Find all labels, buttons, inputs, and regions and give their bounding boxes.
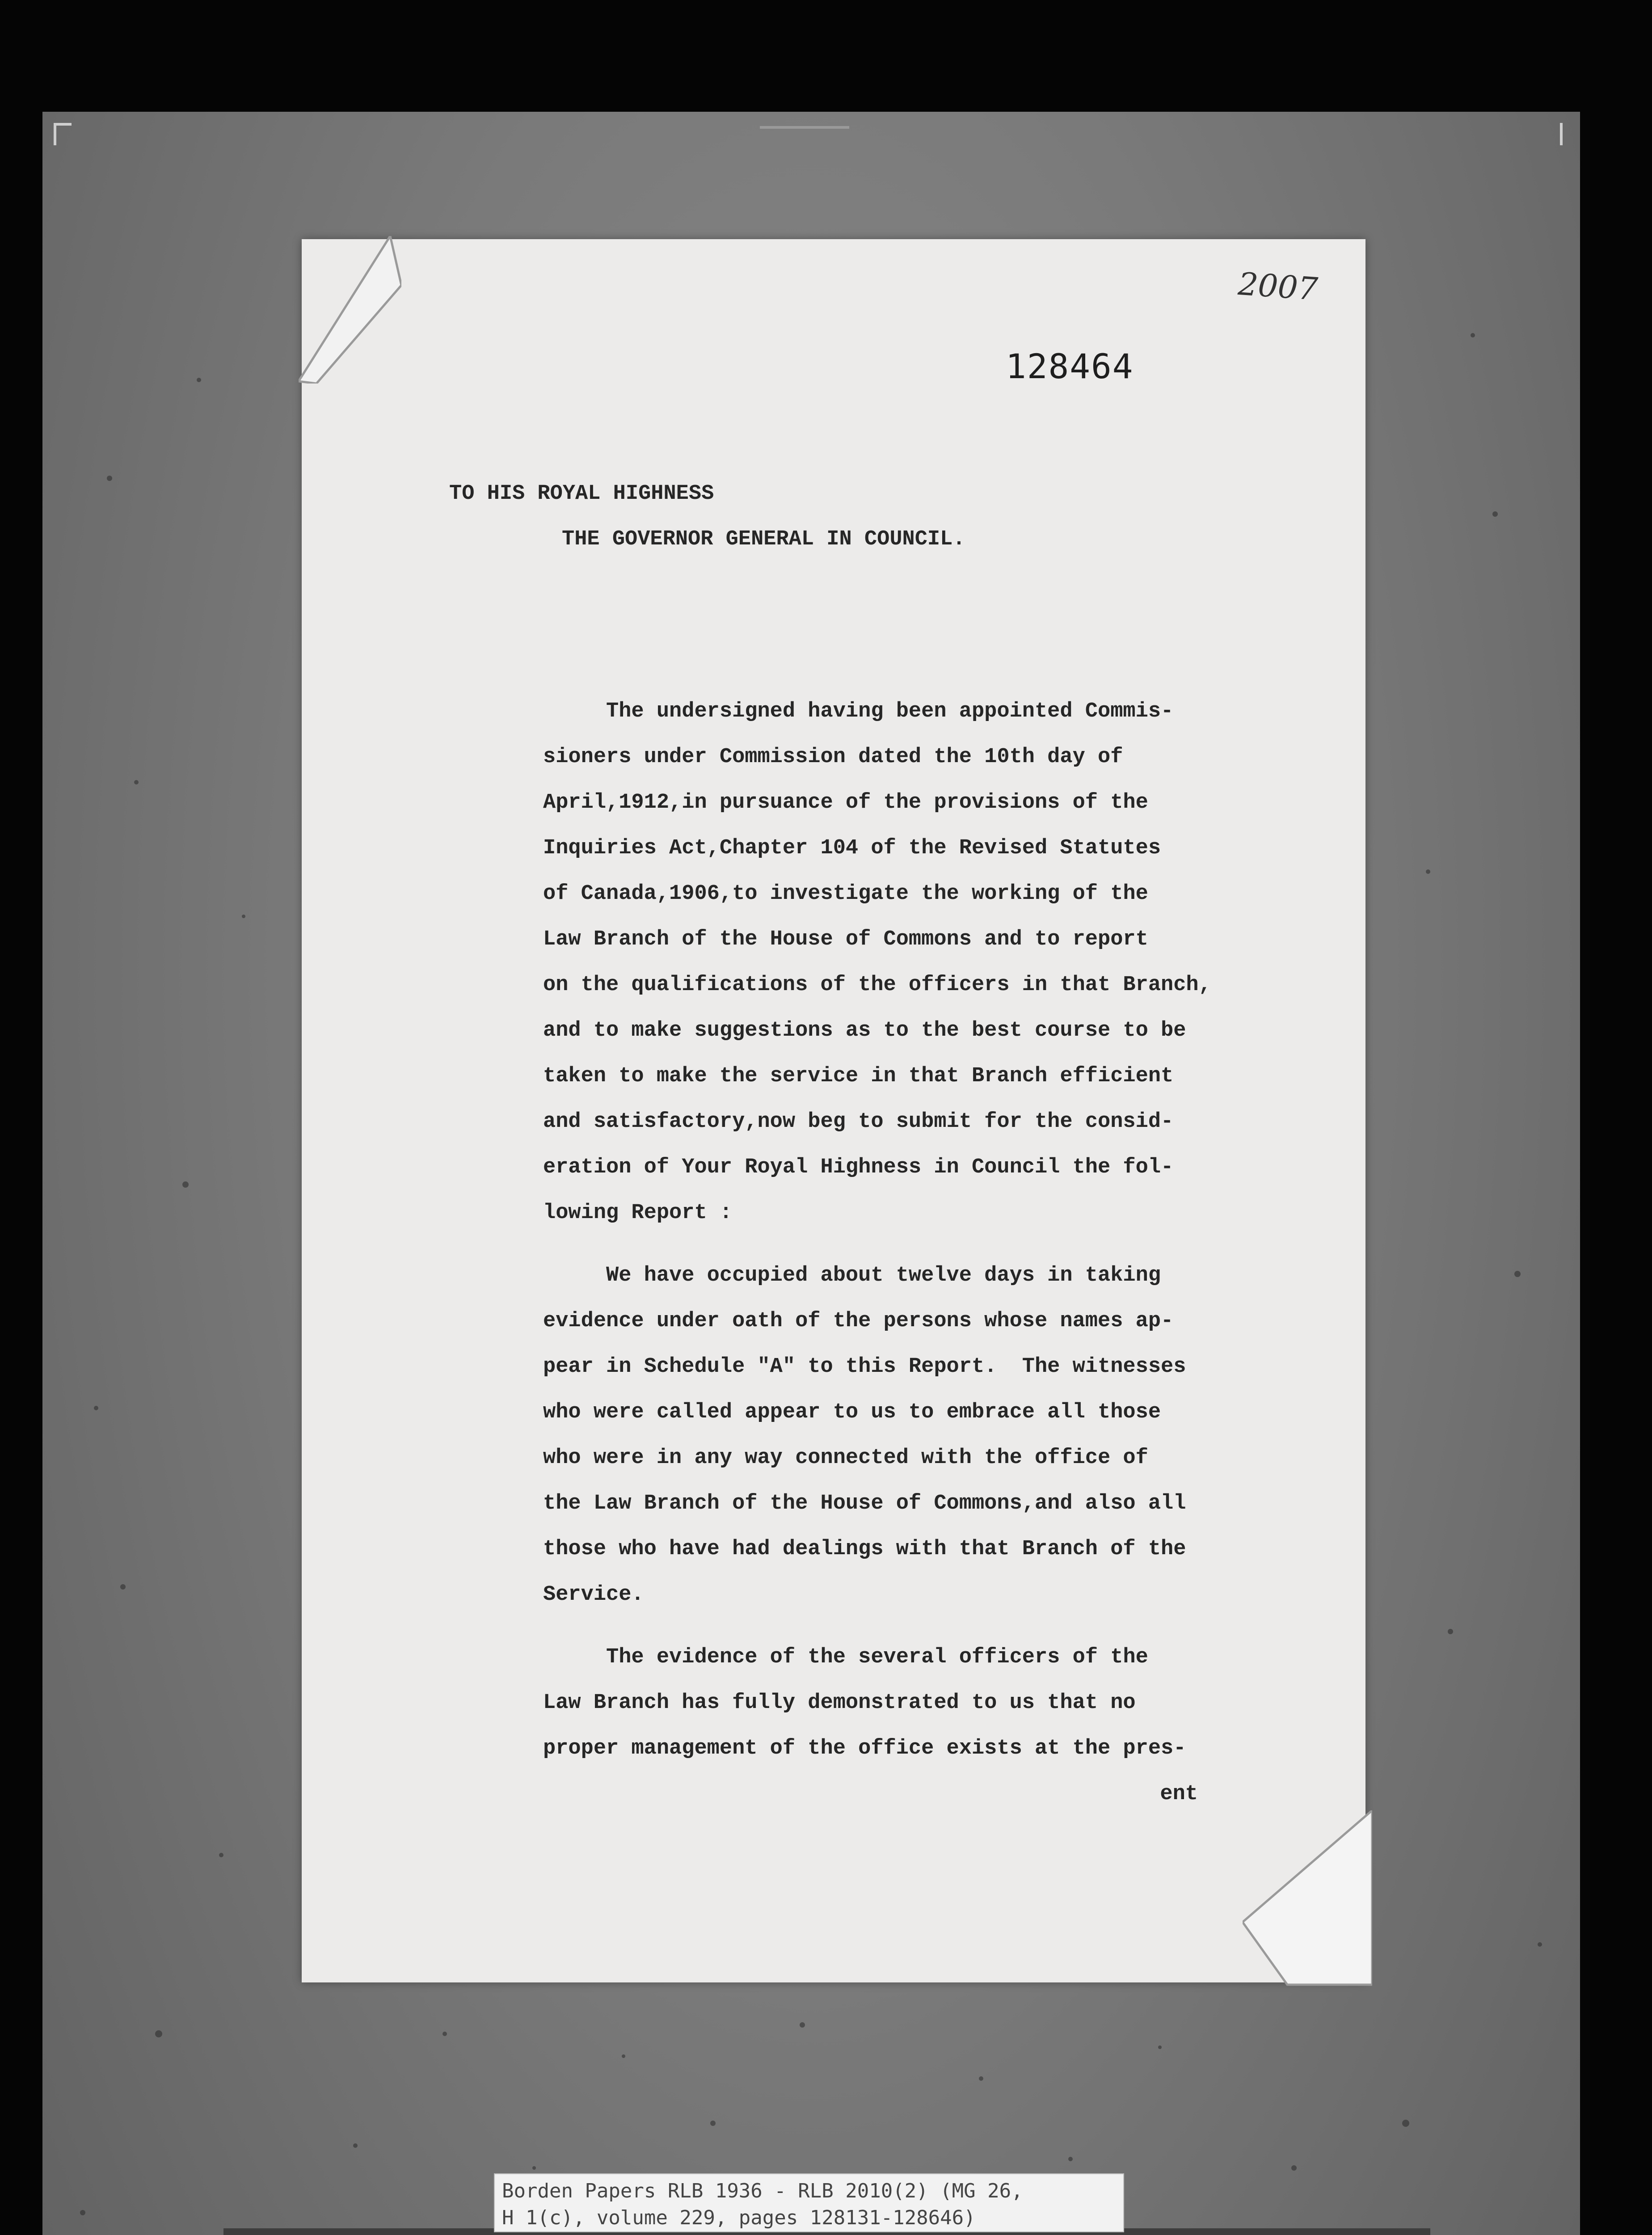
letter-body <box>543 698 1267 1808</box>
body-line: We have occupied about twelve days in taking <box>543 1264 1161 1287</box>
body-line: April,1912,in pursuance of the provisions of the <box>543 791 1148 814</box>
body-line: Law Branch has fully demonstrated to us that no <box>543 1691 1136 1715</box>
body-line: eration of Your Royal Highness in Council the fol- <box>543 1155 1174 1179</box>
citation-slip <box>494 2173 1124 2232</box>
frame-top-mark <box>760 126 849 129</box>
body-line: The evidence of the several officers of the <box>543 1645 1148 1669</box>
page-number-stamp: 128464 <box>1006 346 1134 386</box>
body-line: The undersigned having been appointed Commis- <box>543 700 1174 723</box>
frame-corner-mark <box>54 123 56 145</box>
handwritten-note: 2007 <box>1237 265 1319 308</box>
body-line: who were called appear to us to embrace all those <box>543 1400 1161 1424</box>
citation-line-2: H 1(c), volume 229, pages 128131-128646) <box>502 2206 976 2229</box>
photo-corner-bottom-right <box>1243 1810 1372 1989</box>
frame-corner-mark <box>1560 123 1563 145</box>
body-line: on the qualifications of the officers in that Branch, <box>543 973 1211 997</box>
paragraph-gap <box>543 1627 1267 1644</box>
body-line: Service. <box>543 1583 644 1607</box>
body-line: lowing Report : <box>543 1201 733 1225</box>
body-line: those who have had dealings with that Branch of the <box>543 1537 1186 1561</box>
body-line: of Canada,1906,to investigate the working of the <box>543 882 1148 906</box>
photo-corner-top-left <box>299 236 401 384</box>
body-line: pear in Schedule "A" to this Report. The witnesses <box>543 1355 1186 1379</box>
body-line: Law Branch of the House of Commons and to report <box>543 928 1148 951</box>
body-line: Inquiries Act,Chapter 104 of the Revised Statutes <box>543 836 1161 860</box>
body-line: sioners under Commission dated the 10th day of <box>543 745 1123 769</box>
body-line: the Law Branch of the House of Commons,and also all <box>543 1492 1186 1515</box>
citation-line-1: Borden Papers RLB 1936 - RLB 2010(2) (MG 26, <box>502 2180 1023 2202</box>
addressee-line-2: THE GOVERNOR GENERAL IN COUNCIL. <box>562 527 965 551</box>
continuation-word: ent <box>1160 1782 1198 1806</box>
body-line: taken to make the service in that Branch efficient <box>543 1064 1174 1088</box>
paragraph-gap <box>543 1245 1267 1262</box>
body-line: and to make suggestions as to the best course to be <box>543 1019 1186 1042</box>
body-line: and satisfactory,now beg to submit for the consid- <box>543 1110 1174 1134</box>
body-line: proper management of the office exists at the pres- <box>543 1737 1186 1760</box>
frame-corner-mark <box>54 123 72 126</box>
addressee-line-1: TO HIS ROYAL HIGHNESS <box>449 482 714 506</box>
body-line: who were in any way connected with the office of <box>543 1446 1148 1470</box>
body-line: evidence under oath of the persons whose names ap- <box>543 1309 1174 1333</box>
